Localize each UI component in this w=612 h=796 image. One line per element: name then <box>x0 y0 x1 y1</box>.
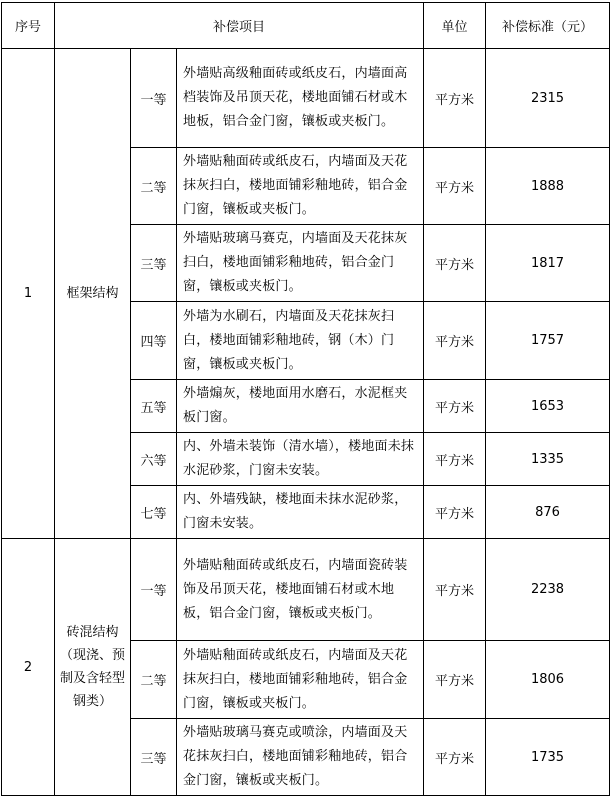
unit-cell: 平方米 <box>424 49 486 148</box>
group-category: 框架结构 <box>55 49 131 539</box>
unit-cell: 平方米 <box>424 641 486 719</box>
unit-cell: 平方米 <box>424 148 486 225</box>
grade-cell: 二等 <box>131 148 177 225</box>
price-cell: 1888 <box>486 148 610 225</box>
description-cell: 内、外墙未装饰（清水墙），楼地面未抹水泥砂浆，门窗未安装。 <box>177 433 424 486</box>
header-index: 序号 <box>2 3 55 49</box>
price-cell: 1335 <box>486 433 610 486</box>
price-cell: 1757 <box>486 302 610 380</box>
header-price: 补偿标准（元） <box>486 3 610 49</box>
price-cell: 876 <box>486 486 610 539</box>
price-cell: 2315 <box>486 49 610 148</box>
grade-cell: 五等 <box>131 380 177 433</box>
header-unit: 单位 <box>424 3 486 49</box>
price-cell: 2238 <box>486 539 610 641</box>
unit-cell: 平方米 <box>424 380 486 433</box>
group-category: 砖混结构（现浇、预制及含轻型钢类） <box>55 539 131 796</box>
unit-cell: 平方米 <box>424 719 486 796</box>
description-cell: 内、外墙残缺，楼地面未抹水泥砂浆，门窗未安装。 <box>177 486 424 539</box>
unit-cell: 平方米 <box>424 302 486 380</box>
description-cell: 外墙贴釉面砖或纸皮石，内墙面及天花抹灰扫白，楼地面铺彩釉地砖，铝合金门窗，镶板或夹板门。 <box>177 148 424 225</box>
unit-cell: 平方米 <box>424 433 486 486</box>
description-cell: 外墙贴高级釉面砖或纸皮石，内墙面高档装饰及吊顶天花，楼地面铺石材或木地板，铝合金门窗，镶板或夹板门。 <box>177 49 424 148</box>
unit-cell: 平方米 <box>424 225 486 302</box>
price-cell: 1653 <box>486 380 610 433</box>
grade-cell: 七等 <box>131 486 177 539</box>
price-cell: 1806 <box>486 641 610 719</box>
grade-cell: 四等 <box>131 302 177 380</box>
description-cell: 外墙贴釉面砖或纸皮石，内墙面瓷砖装饰及吊顶天花，楼地面铺石材或木地板，铝合金门窗，镶板或夹板门。 <box>177 539 424 641</box>
table-row <box>2 49 610 148</box>
grade-cell: 二等 <box>131 641 177 719</box>
description-cell: 外墙贴釉面砖或纸皮石，内墙面及天花抹灰扫白，楼地面铺彩釉地砖，铝合金门窗，镶板或夹板门。 <box>177 641 424 719</box>
grade-cell: 一等 <box>131 539 177 641</box>
description-cell: 外墙煽灰，楼地面用水磨石，水泥框夹板门窗。 <box>177 380 424 433</box>
description-cell: 外墙贴玻璃马赛克或喷涂，内墙面及天花抹灰扫白，楼地面铺彩釉地砖，铝合金门窗，镶板或夹板门。 <box>177 719 424 796</box>
unit-cell: 平方米 <box>424 486 486 539</box>
price-cell: 1817 <box>486 225 610 302</box>
group-index: 1 <box>2 49 55 539</box>
header-row <box>2 3 610 49</box>
group-index: 2 <box>2 539 55 796</box>
unit-cell: 平方米 <box>424 539 486 641</box>
compensation-table <box>1 2 610 796</box>
grade-cell: 三等 <box>131 225 177 302</box>
price-cell: 1735 <box>486 719 610 796</box>
table-row <box>2 539 610 641</box>
grade-cell: 六等 <box>131 433 177 486</box>
description-cell: 外墙为水刷石，内墙面及天花抹灰扫白，楼地面铺彩釉地砖，钢（木）门窗，镶板或夹板门。 <box>177 302 424 380</box>
grade-cell: 三等 <box>131 719 177 796</box>
description-cell: 外墙贴玻璃马赛克，内墙面及天花抹灰扫白，楼地面铺彩釉地砖，铝合金门窗，镶板或夹板门。 <box>177 225 424 302</box>
header-item: 补偿项目 <box>55 3 424 49</box>
grade-cell: 一等 <box>131 49 177 148</box>
